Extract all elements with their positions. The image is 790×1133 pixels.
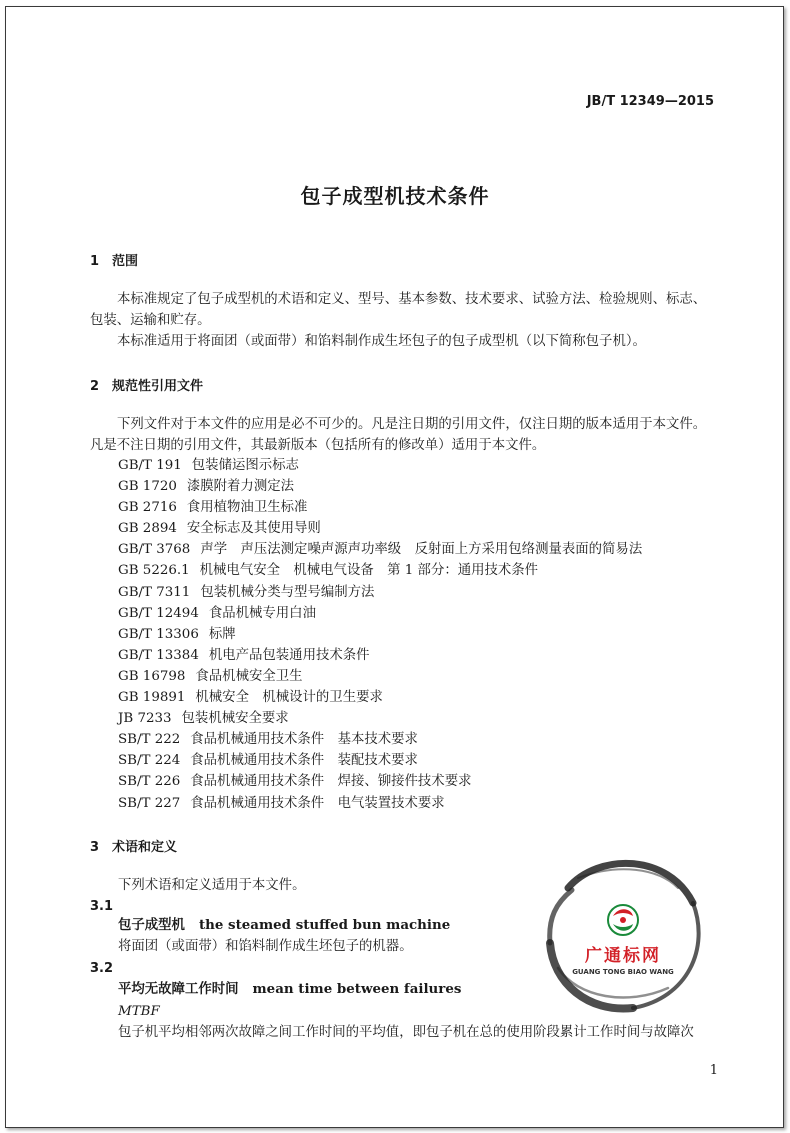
section-number: 2 [90,379,100,394]
reference-item [118,582,642,603]
reference-title: 包装机械安全要求 [181,711,289,727]
term-chinese: 平均无故障工作时间 [118,982,239,997]
reference-item [118,729,642,750]
reference-item [118,666,642,687]
reference-code: GB/T 3768 [118,542,191,558]
section-1-heading [90,250,138,269]
reference-item [118,539,642,560]
reference-code: SB/T 226 [118,774,181,790]
normative-references-list [118,455,642,814]
reference-item [118,497,642,518]
standard-code: JB/T 12349—2015 [586,94,714,109]
reference-item [118,476,642,497]
term-english: mean time between failures [252,981,462,997]
paragraph: 下列文件对于本文件的应用是必不可少的。凡是注日期的引用文件，仅注日期的版本适用于本文件。 [117,417,707,432]
reference-title: 食品机械通用技术条件 焊接、铆接件技术要求 [190,774,472,790]
term-heading [118,915,450,936]
reference-code: GB 5226.1 [118,563,190,579]
term-number: 3.2 [90,961,114,976]
reference-code: GB/T 191 [118,458,182,473]
watermark-name-en: GUANG TONG BIAO WANG [572,968,674,976]
section-title: 范围 [112,254,139,269]
reference-title: 机械电气安全 机械电气设备 第 1 部分：通用技术条件 [199,563,539,579]
reference-title: 食品机械通用技术条件 装配技术要求 [190,753,418,769]
section-number: 3 [90,840,100,855]
document-title: 包子成型机技术条件 [300,184,490,208]
reference-code: GB/T 13384 [118,647,199,663]
reference-code: GB/T 13306 [118,626,199,642]
reference-code: SB/T 222 [118,732,181,748]
logo-icon [608,905,638,935]
reference-code: SB/T 224 [118,753,181,769]
reference-title: 机电产品包装通用技术条件 [208,647,370,663]
reference-item [118,455,642,476]
reference-title: 食品机械通用技术条件 电气装置技术要求 [190,795,445,811]
section-1-body [90,289,720,352]
reference-item [118,603,642,624]
paragraph-continuation: 凡是不注日期的引用文件，其最新版本（包括所有的修改单）适用于本文件。 [90,438,546,453]
term-heading [118,979,461,1000]
reference-item [118,560,642,581]
reference-title: 安全标志及其使用导则 [186,521,321,537]
reference-item [118,771,642,792]
section-3-intro: 下列术语和定义适用于本文件。 [118,878,306,893]
reference-code: SB/T 227 [118,795,181,811]
reference-code: GB 2716 [118,500,177,516]
reference-title: 食品机械安全卫生 [195,668,303,684]
page-number: 1 [709,1063,718,1078]
reference-title: 声学 声压法测定噪声源声功率级 反射面上方采用包络测量表面的简易法 [200,542,643,558]
term-number: 3.1 [90,899,114,914]
reference-title: 机械安全 机械设计的卫生要求 [195,690,383,706]
reference-title: 标牌 [208,626,236,642]
reference-code: JB 7233 [118,711,172,727]
reference-code: GB 1720 [118,479,177,495]
reference-item [118,708,642,729]
reference-title: 食品机械通用技术条件 基本技术要求 [190,732,418,748]
term-abbreviation: MTBF [118,1004,160,1019]
reference-code: GB 19891 [118,690,186,706]
section-number: 1 [90,254,100,269]
reference-title: 漆膜附着力测定法 [186,479,294,495]
paragraph-continuation: 包装、运输和贮存。 [90,313,211,328]
reference-item [118,793,642,814]
reference-title: 食用植物油卫生标准 [186,500,308,516]
reference-item [118,750,642,771]
reference-title: 包装机械分类与型号编制方法 [200,584,375,600]
section-2-intro [90,414,720,456]
section-title: 规范性引用文件 [112,379,204,394]
section-3-heading [90,836,177,855]
reference-title: 食品机械专用白油 [208,605,316,621]
reference-code: GB/T 12494 [118,605,199,621]
paragraph: 本标准规定了包子成型机的术语和定义、型号、基本参数、技术要求、试验方法、检验规则、标志、 [117,292,707,307]
watermark-name-cn: 广通标网 [585,946,661,966]
term-chinese: 包子成型机 [118,918,185,933]
watermark-stamp [538,848,708,1018]
section-2-heading [90,375,203,394]
reference-item [118,645,642,666]
reference-item [118,687,642,708]
term-definition: 将面团（或面带）和馅料制作成生坯包子的机器。 [118,939,413,954]
reference-code: GB 2894 [118,521,177,537]
paragraph: 本标准适用于将面团（或面带）和馅料制作成生坯包子的包子成型机（以下简称包子机）。 [117,334,646,349]
term-english: the steamed stuffed bun machine [198,917,451,933]
reference-item [118,518,642,539]
brush-circle [550,863,699,1008]
section-title: 术语和定义 [112,840,178,855]
reference-title: 包装储运图示标志 [191,458,299,473]
reference-code: GB/T 7311 [118,584,191,600]
term-definition: 包子机平均相邻两次故障之间工作时间的平均值，即包子机在总的使用阶段累计工作时间与故障次 [118,1025,694,1040]
reference-code: GB 16798 [118,668,186,684]
reference-item [118,624,642,645]
